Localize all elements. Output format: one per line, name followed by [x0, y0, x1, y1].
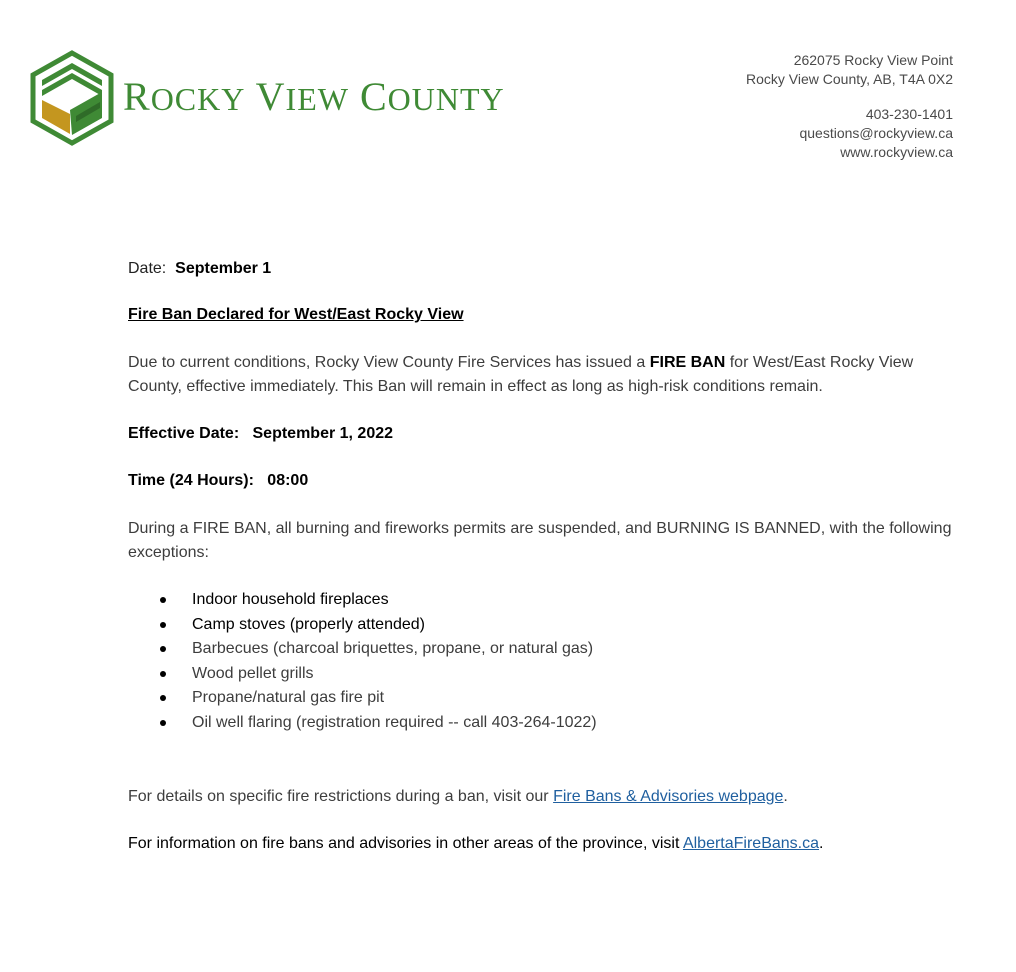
list-item: Camp stoves (properly attended)	[128, 613, 597, 638]
logo-wordmark: ROCKY VIEW COUNTY	[123, 74, 505, 119]
bullet-icon	[160, 695, 166, 701]
list-item: Barbecues (charcoal briquettes, propane, or natural gas)	[128, 637, 597, 662]
list-item: Indoor household fireplaces	[128, 588, 597, 613]
during-paragraph: During a FIRE BAN, all burning and fireworks permits are suspended, and BURNING IS BANNED, with the following exceptions:	[128, 520, 952, 561]
effective-date-value: September 1, 2022	[252, 425, 394, 442]
date-value: September 1	[175, 260, 272, 277]
intro-paragraph: Due to current conditions, Rocky View County Fire Services has issued a FIRE BAN for West/East Rocky View County, effective immediately. This Ban will remain in effect as long as high-risk conditions remain.	[128, 354, 914, 395]
address-line-2: Rocky View County, AB, T4A 0X2	[746, 71, 953, 87]
list-item: Oil well flaring (registration required -- call 403-264-1022)	[128, 711, 597, 736]
bullet-icon	[160, 597, 166, 603]
website-url: www.rockyview.ca	[840, 144, 953, 160]
date-label: Date:	[128, 260, 167, 277]
bullet-icon	[160, 622, 166, 628]
list-item: Propane/natural gas fire pit	[128, 686, 597, 711]
time-value: 08:00	[267, 472, 309, 489]
exceptions-list	[128, 588, 597, 736]
info-paragraph: For information on fire bans and advisories in other areas of the province, visit AlbertaFireBans.ca.	[128, 835, 824, 852]
time-label: Time (24 Hours):	[128, 472, 254, 489]
phone-number: 403-230-1401	[865, 106, 953, 122]
hexagon-emblem-icon	[30, 50, 114, 146]
alberta-fire-bans-link[interactable]: AlbertaFireBans.ca	[682, 835, 820, 852]
effective-date-label: Effective Date:	[128, 425, 240, 442]
bullet-icon	[160, 720, 166, 726]
list-item: Wood pellet grills	[128, 662, 597, 687]
fire-bans-advisories-link[interactable]: Fire Bans & Advisories webpage	[553, 788, 784, 805]
effective-date-line	[128, 422, 393, 446]
email-address: questions@rockyview.ca	[799, 125, 953, 141]
rocky-view-county-logo	[30, 50, 550, 146]
time-line	[128, 469, 308, 493]
bullet-icon	[160, 646, 166, 652]
contact-block	[746, 51, 953, 162]
date-line	[128, 257, 271, 281]
notice-title: Fire Ban Declared for West/East Rocky View	[128, 306, 464, 323]
address-line-1: 262075 Rocky View Point	[793, 52, 953, 68]
bullet-icon	[160, 671, 166, 677]
details-paragraph: For details on specific fire restrictions during a ban, visit our Fire Bans & Advisories webpage.	[128, 788, 788, 805]
